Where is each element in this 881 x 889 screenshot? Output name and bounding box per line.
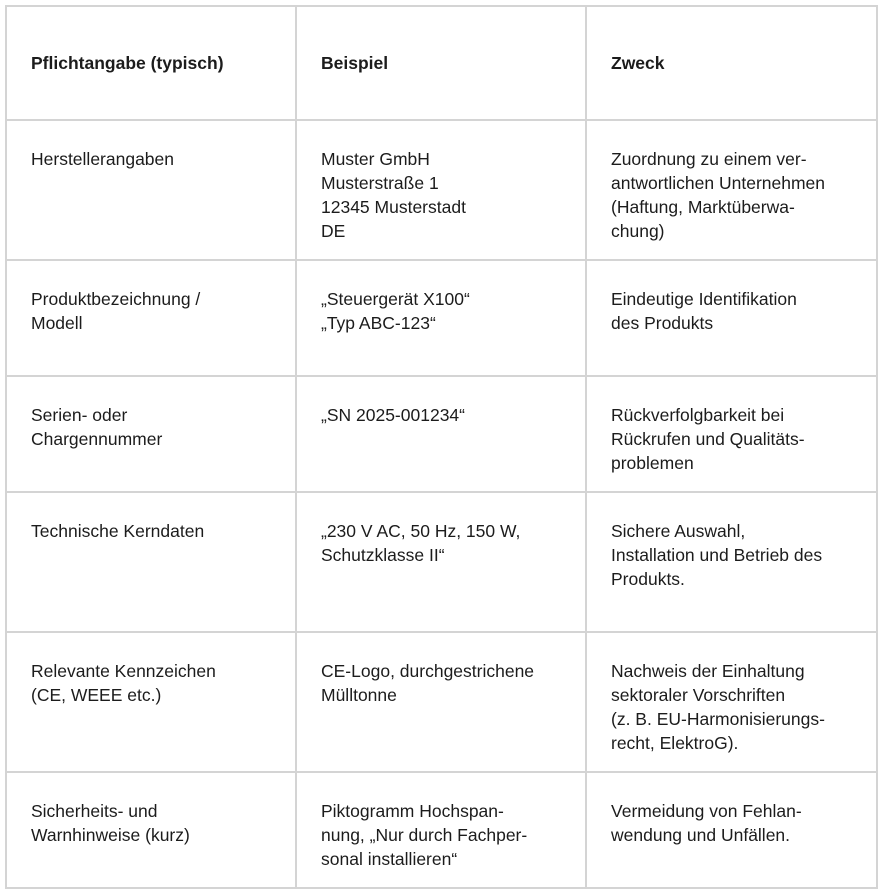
cell-zweck: Zuordnung zu einem ver- antwortlichen Unternehmen (Haftung, Marktüberwa- chung) [586,120,877,260]
cell-beispiel: „Steuergerät X100“ „Typ ABC-123“ [296,260,586,376]
cell-zweck: Rückverfolgbarkeit bei Rückrufen und Qualitäts- problemen [586,376,877,492]
cell-beispiel: CE-Logo, durchgestrichene Mülltonne [296,632,586,772]
header-pflichtangabe: Pflichtangabe (typisch) [6,6,296,120]
cell-beispiel: „230 V AC, 50 Hz, 150 W, Schutzklasse II“ [296,492,586,632]
table-row [6,772,877,888]
cell-zweck: Eindeutige Identifikation des Produkts [586,260,877,376]
header-beispiel: Beispiel [296,6,586,120]
cell-pflichtangabe: Relevante Kennzeichen (CE, WEEE etc.) [6,632,296,772]
table-row [6,492,877,632]
table-row [6,260,877,376]
table-row [6,632,877,772]
table-header-row [6,6,877,120]
cell-pflichtangabe: Sicherheits- und Warnhinweise (kurz) [6,772,296,888]
cell-zweck: Nachweis der Einhaltung sektoraler Vorschriften (z. B. EU-Harmonisierungs- recht, ElektroG). [586,632,877,772]
cell-zweck: Vermeidung von Fehlan- wendung und Unfällen. [586,772,877,888]
table-row [6,120,877,260]
cell-beispiel: „SN 2025-001234“ [296,376,586,492]
cell-pflichtangabe: Herstellerangaben [6,120,296,260]
cell-pflichtangabe: Produktbezeichnung / Modell [6,260,296,376]
cell-beispiel: Piktogramm Hochspan- nung, „Nur durch Fachper- sonal installieren“ [296,772,586,888]
cell-zweck: Sichere Auswahl, Installation und Betrieb des Produkts. [586,492,877,632]
requirements-table [5,5,878,889]
cell-pflichtangabe: Technische Kerndaten [6,492,296,632]
header-zweck: Zweck [586,6,877,120]
cell-pflichtangabe: Serien- oder Chargennummer [6,376,296,492]
table-row [6,376,877,492]
cell-beispiel: Muster GmbH Musterstraße 1 12345 Musterstadt DE [296,120,586,260]
